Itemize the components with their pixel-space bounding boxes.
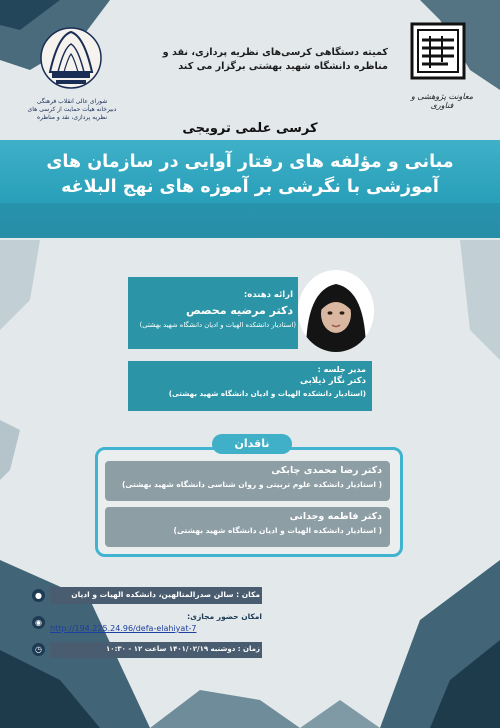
critic-name: دکتر فاطمه وجدانی	[289, 511, 382, 522]
left-logo-caption	[20, 98, 124, 122]
virtual-attendance-link[interactable]: http://194.225.24.96/defa-elahiyat-7	[50, 624, 197, 633]
location-text: مکان : سالن صدرالمتالهین، دانشکده الهیات و ادیان	[71, 590, 260, 599]
event-title	[20, 150, 480, 200]
clock-icon: ◷	[32, 643, 45, 656]
left-logo-caption-line3: نظریه پردازی، نقد و مناظره	[36, 114, 108, 121]
presenter-affiliation: (استادیار دانشکده الهیات و ادیان دانشگاه شهید بهشتی)	[139, 321, 296, 329]
presenter-name: دکتر مرضیه محصص	[185, 304, 293, 317]
event-title-line2: آموزشی با نگرشی بر آموزه های نهج البلاغه	[61, 177, 439, 197]
left-logo-caption-line2: دبیرخانه هیأت حمایت از کرسی های	[27, 106, 117, 113]
presenter-portrait-icon	[298, 270, 374, 352]
left-logo-caption-line1: شورای عالی انقلاب فرهنگی	[36, 98, 108, 105]
university-logo-icon	[410, 22, 466, 80]
moderator-affiliation: (استادیار دانشکده الهیات و ادیان دانشگاه شهید بهشتی)	[168, 389, 366, 398]
globe-icon: ◉	[32, 616, 45, 629]
organizer-line2: مناظره دانشگاه شهید بهشتی برگزار می کند	[178, 61, 388, 72]
organizer-line1: کمیته دستگاهی کرسی‌های نظریه پردازی، نقد و	[162, 47, 388, 58]
critic-affiliation: ( استادیار دانشکده علوم تربیتی و روان شناسی دانشگاه شهید بهشتی)	[121, 480, 382, 489]
location-pin-icon: ●	[32, 589, 45, 602]
right-logo-caption: معاونت پژوهشی و فناوری	[410, 92, 473, 110]
seal-logo-icon	[38, 22, 104, 100]
critic-name: دکتر رضا محمدی چابکی	[271, 465, 382, 476]
event-title-line1: مبانی و مؤلفه های رفتار آوایی در سازمان های	[46, 152, 454, 172]
moderator-label: مدیر جلسه :	[317, 365, 366, 374]
critic-affiliation: ( استادیار دانشکده الهیات و ادیان دانشگاه شهید بهشتی)	[173, 526, 382, 535]
title-band-shade	[0, 203, 500, 238]
critics-heading: ناقدان	[212, 434, 292, 454]
moderator-name: دکتر نگار ذیلابی	[300, 376, 366, 386]
organizer-text	[118, 46, 388, 74]
presenter-label: ارائه دهنده:	[243, 290, 293, 300]
event-type: کرسی علمی ترویجی	[182, 121, 318, 136]
virtual-attendance-label: امکان حضور مجازی:	[187, 612, 262, 621]
presenter-photo	[298, 270, 374, 352]
time-text: زمان : دوشنبه ۱۴۰۱/۰۲/۱۹ ساعت ۱۲ - ۱۰:۳۰	[106, 645, 260, 653]
